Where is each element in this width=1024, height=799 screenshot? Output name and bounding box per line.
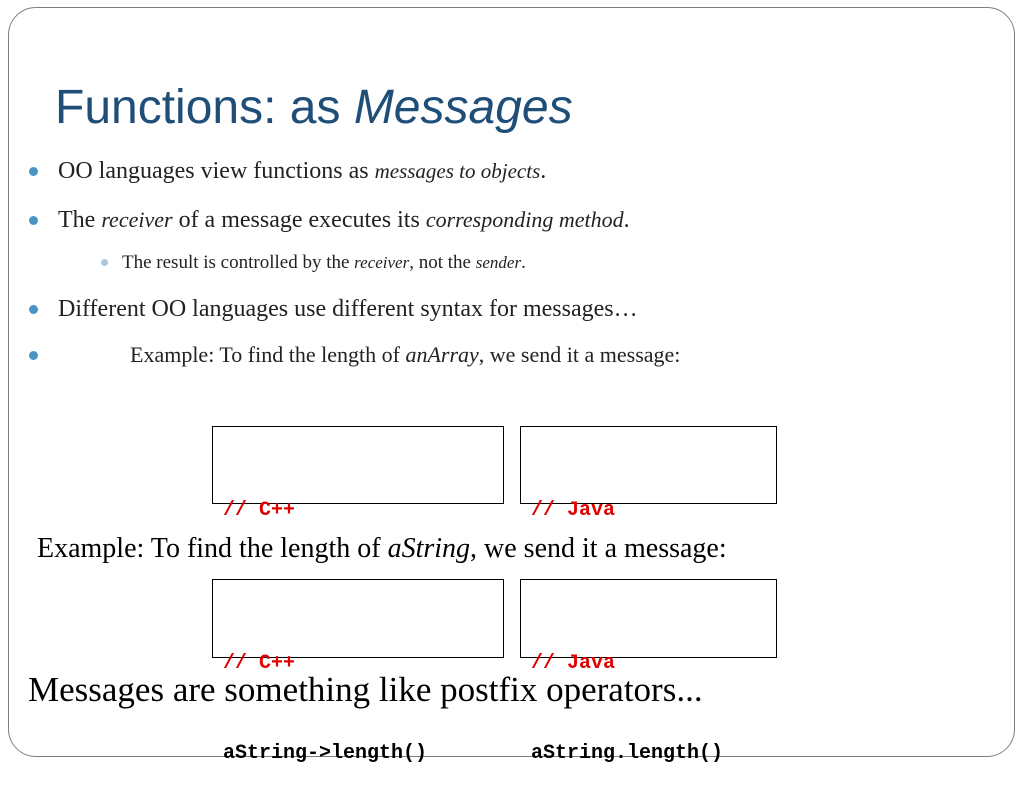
bullet-dot-icon — [29, 167, 38, 176]
bullet-dot-icon — [29, 216, 38, 225]
conclusion-text: Messages are something like postfix operators... — [28, 670, 703, 709]
slide-title — [55, 78, 573, 138]
code-comment: // Java — [531, 652, 616, 675]
bullet-dot-icon — [29, 351, 38, 360]
sub-bullet-text: The result is controlled by the receiver, not the sender. — [122, 252, 526, 273]
code-box-java-string — [520, 579, 777, 765]
code-box-cpp-string — [212, 579, 504, 765]
bullet-text: Different OO languages use different syntax for messages… — [58, 296, 638, 322]
bullet-text: OO languages view functions as messages to objects. — [58, 158, 547, 184]
bullet-text: Example: To find the length of anArray, we send it a message: — [130, 342, 681, 367]
bullet-dot-icon — [29, 305, 38, 314]
code-box-cpp-array — [212, 426, 504, 522]
bullet-text: The receiver of a message executes its corresponding method. — [58, 207, 630, 233]
title-main: Functions: as — [55, 81, 354, 134]
code-comment: // C++ — [223, 499, 296, 522]
example-string-text: Example: To find the length of aString, we send it a message: — [37, 533, 727, 564]
code-line: aString.length() — [531, 742, 724, 765]
title-emphasis: Messages — [353, 81, 573, 134]
sub-bullet-dot-icon — [101, 259, 108, 266]
code-comment: // C++ — [223, 652, 296, 675]
code-line: aString->length() — [223, 742, 428, 765]
code-comment: // Java — [531, 499, 616, 522]
code-box-java-array — [520, 426, 777, 522]
